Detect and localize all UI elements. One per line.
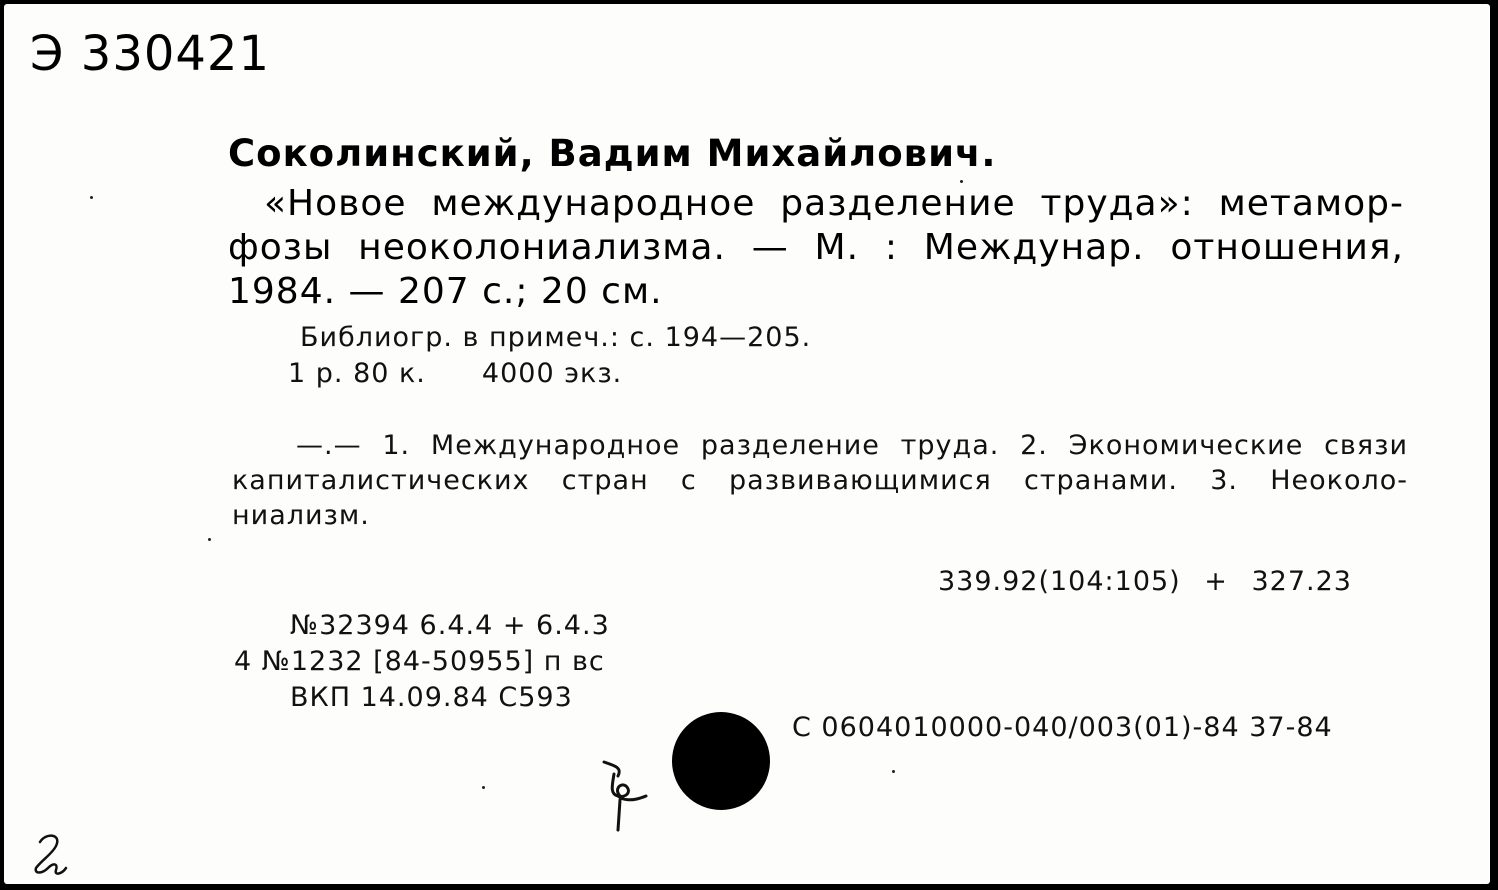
bibliography-note: Библиогр. в примеч.: с. 194—205.	[300, 322, 812, 353]
title-line-2: фозы неоколониализма. — М. : Междунар. отношения,	[228, 227, 1404, 268]
speck	[90, 196, 93, 199]
title-line-1: «Новое международное разделение труда»: метамор-	[264, 183, 1404, 224]
author-name: Соколинский, Вадим Михайлович.	[228, 132, 997, 175]
index-code: С 0604010000-040/003(01)-84 37-84	[792, 712, 1333, 743]
subject-headings	[232, 428, 1408, 533]
catalog-card	[4, 4, 1490, 884]
subject-line-2: капиталистических стран с развивающимися странами. 3. Неоколо-	[232, 465, 1408, 496]
classification-code: 339.92(104:105) + 327.23	[938, 566, 1352, 597]
title-description	[228, 182, 1404, 314]
price-line	[288, 358, 622, 389]
handwritten-mark	[592, 756, 652, 836]
processing-line-3: ВКП 14.09.84 С593	[290, 682, 573, 713]
title-line-3: 1984. — 207 с.; 20 см.	[228, 271, 663, 312]
handwritten-corner-mark	[28, 830, 72, 878]
card-number: Э 330421	[30, 26, 271, 82]
subject-line-1: —.— 1. Международное разделение труда. 2. Экономические связи	[296, 430, 1408, 461]
speck	[960, 180, 963, 183]
speck	[482, 786, 485, 789]
punch-hole	[672, 712, 770, 810]
processing-line-1: №32394 6.4.4 + 6.4.3	[290, 610, 610, 641]
speck	[208, 538, 211, 541]
subject-line-3: ниализм.	[232, 500, 370, 531]
price: 1 р. 80 к.	[288, 358, 426, 389]
processing-line-2: 4 №1232 [84-50955] п вс	[234, 646, 605, 677]
speck	[892, 770, 895, 773]
print-run: 4000 экз.	[481, 358, 623, 389]
